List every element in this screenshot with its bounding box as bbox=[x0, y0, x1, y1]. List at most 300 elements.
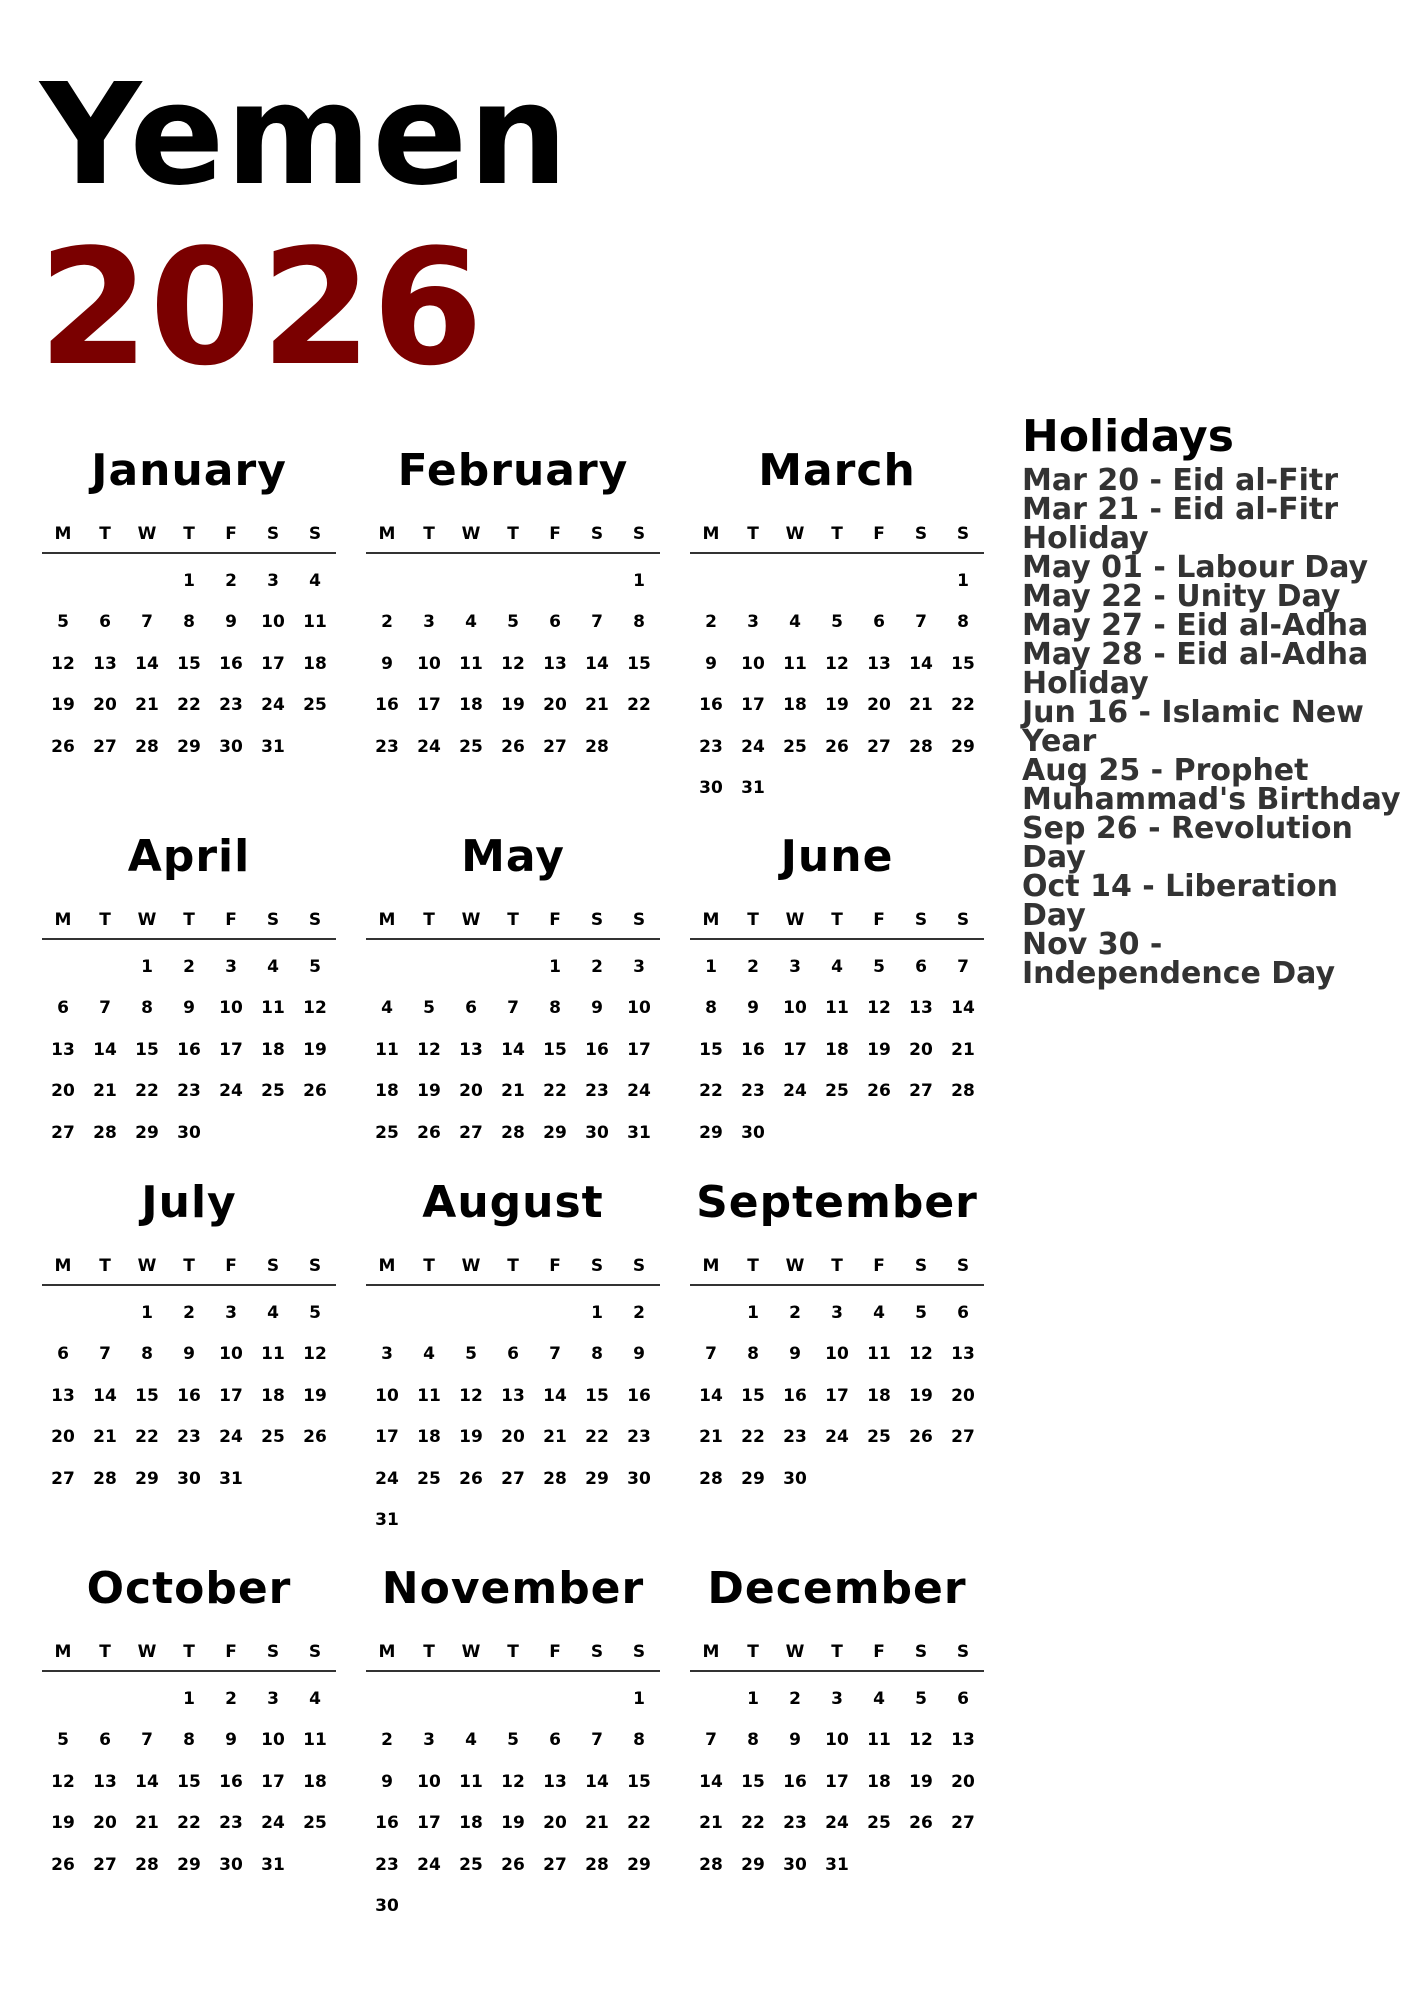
day-cell: 29 bbox=[543, 1122, 567, 1143]
day-cell: 27 bbox=[51, 1468, 75, 1489]
day-cell: 14 bbox=[909, 653, 933, 674]
day-cell: 9 bbox=[705, 653, 717, 674]
day-cell: 8 bbox=[957, 612, 969, 633]
day-cell: 6 bbox=[873, 612, 885, 633]
day-cell: 2 bbox=[705, 612, 717, 633]
weekday-label: M bbox=[54, 1642, 72, 1662]
day-cell: 18 bbox=[867, 1771, 891, 1792]
day-cell: 11 bbox=[303, 1730, 327, 1751]
day-cell: 1 bbox=[705, 956, 717, 977]
day-cell: 29 bbox=[741, 1468, 765, 1489]
day-cell: 20 bbox=[867, 695, 891, 716]
day-cell: 1 bbox=[591, 1302, 603, 1323]
weekday-label: T bbox=[831, 910, 843, 930]
weekday-label: F bbox=[549, 910, 561, 930]
day-cell: 12 bbox=[459, 1385, 483, 1406]
day-cell: 29 bbox=[585, 1468, 609, 1489]
day-cell: 7 bbox=[141, 612, 153, 633]
weekday-label: S bbox=[956, 524, 970, 544]
holiday-item: Mar 20 - Eid al-Fitr bbox=[1022, 463, 1339, 498]
day-cell: 27 bbox=[543, 1854, 567, 1875]
day-cell: 30 bbox=[375, 1896, 399, 1917]
day-cell: 18 bbox=[261, 1385, 285, 1406]
day-cell: 2 bbox=[183, 1302, 195, 1323]
day-cell: 3 bbox=[267, 570, 279, 591]
day-cell: 21 bbox=[135, 695, 159, 716]
day-cell: 3 bbox=[423, 612, 435, 633]
day-grid bbox=[366, 560, 660, 768]
holiday-item: May 28 - Eid al-Adha Holiday bbox=[1022, 637, 1369, 701]
day-cell: 28 bbox=[951, 1081, 975, 1102]
weekday-label: M bbox=[378, 524, 396, 544]
day-cell: 2 bbox=[225, 1688, 237, 1709]
weekday-label: T bbox=[183, 910, 195, 930]
day-cell: 9 bbox=[789, 1344, 801, 1365]
day-cell: 23 bbox=[375, 736, 399, 757]
day-cell: 30 bbox=[699, 778, 723, 799]
month-august bbox=[366, 1178, 660, 1541]
month-name: February bbox=[397, 445, 629, 496]
day-cell: 20 bbox=[51, 1427, 75, 1448]
day-cell: 8 bbox=[747, 1344, 759, 1365]
day-grid bbox=[366, 1678, 660, 1927]
day-cell: 17 bbox=[741, 695, 765, 716]
day-cell: 30 bbox=[177, 1468, 201, 1489]
holiday-item: Nov 30 - Independence Day bbox=[1022, 927, 1336, 991]
day-cell: 26 bbox=[909, 1427, 933, 1448]
day-cell: 31 bbox=[261, 736, 285, 757]
day-cell: 10 bbox=[783, 998, 807, 1019]
weekday-label: S bbox=[590, 1642, 604, 1662]
weekday-label: F bbox=[873, 524, 885, 544]
weekday-label: F bbox=[873, 1642, 885, 1662]
day-cell: 16 bbox=[783, 1771, 807, 1792]
day-cell: 2 bbox=[747, 956, 759, 977]
day-cell: 27 bbox=[867, 736, 891, 757]
month-name: May bbox=[461, 831, 565, 882]
day-cell: 4 bbox=[465, 612, 477, 633]
day-cell: 8 bbox=[141, 1344, 153, 1365]
weekday-label: T bbox=[99, 524, 111, 544]
weekday-label: T bbox=[423, 1642, 435, 1662]
day-cell: 9 bbox=[591, 998, 603, 1019]
day-cell: 21 bbox=[543, 1427, 567, 1448]
day-cell: 13 bbox=[951, 1344, 975, 1365]
day-cell: 25 bbox=[375, 1122, 399, 1143]
weekday-label: F bbox=[549, 1256, 561, 1276]
day-cell: 4 bbox=[381, 998, 393, 1019]
day-cell: 13 bbox=[51, 1385, 75, 1406]
day-cell: 6 bbox=[549, 612, 561, 633]
month-name: November bbox=[381, 1563, 645, 1614]
holidays-panel bbox=[1022, 411, 1402, 991]
day-cell: 12 bbox=[501, 653, 525, 674]
weekday-label: S bbox=[632, 1642, 646, 1662]
weekday-label: T bbox=[507, 1642, 519, 1662]
day-cell: 8 bbox=[183, 1730, 195, 1751]
weekday-header bbox=[366, 522, 660, 554]
day-cell: 14 bbox=[585, 1771, 609, 1792]
month-name: July bbox=[141, 1177, 237, 1228]
day-cell: 12 bbox=[51, 1771, 75, 1792]
weekday-label: S bbox=[632, 910, 646, 930]
weekday-label: W bbox=[137, 524, 157, 544]
day-cell: 26 bbox=[303, 1081, 327, 1102]
holiday-item: Aug 25 - Prophet Muhammad's Birthday bbox=[1022, 753, 1401, 817]
day-cell: 7 bbox=[549, 1344, 561, 1365]
weekday-label: W bbox=[461, 524, 481, 544]
weekday-label: T bbox=[423, 1256, 435, 1276]
day-cell: 5 bbox=[915, 1302, 927, 1323]
day-cell: 1 bbox=[633, 570, 645, 591]
day-cell: 8 bbox=[183, 612, 195, 633]
month-name: March bbox=[758, 445, 916, 496]
month-name: September bbox=[696, 1177, 978, 1228]
day-cell: 9 bbox=[633, 1344, 645, 1365]
day-cell: 8 bbox=[705, 998, 717, 1019]
day-cell: 31 bbox=[825, 1854, 849, 1875]
day-cell: 17 bbox=[627, 1039, 651, 1060]
day-cell: 17 bbox=[825, 1385, 849, 1406]
day-cell: 28 bbox=[501, 1122, 525, 1143]
day-cell: 10 bbox=[417, 1771, 441, 1792]
day-cell: 11 bbox=[417, 1385, 441, 1406]
day-cell: 8 bbox=[633, 612, 645, 633]
day-cell: 7 bbox=[915, 612, 927, 633]
weekday-header bbox=[690, 522, 984, 554]
day-cell: 24 bbox=[417, 736, 441, 757]
day-cell: 17 bbox=[417, 1813, 441, 1834]
day-cell: 10 bbox=[219, 998, 243, 1019]
day-cell: 14 bbox=[93, 1385, 117, 1406]
day-cell: 15 bbox=[135, 1039, 159, 1060]
day-cell: 28 bbox=[585, 736, 609, 757]
holiday-list bbox=[1022, 463, 1402, 991]
day-cell: 28 bbox=[93, 1468, 117, 1489]
day-cell: 10 bbox=[375, 1385, 399, 1406]
day-cell: 23 bbox=[585, 1081, 609, 1102]
day-cell: 9 bbox=[225, 612, 237, 633]
day-cell: 3 bbox=[789, 956, 801, 977]
month-may bbox=[366, 832, 660, 1154]
day-cell: 10 bbox=[219, 1344, 243, 1365]
day-cell: 16 bbox=[177, 1385, 201, 1406]
day-cell: 2 bbox=[789, 1302, 801, 1323]
day-cell: 22 bbox=[741, 1427, 765, 1448]
weekday-label: W bbox=[461, 1642, 481, 1662]
day-cell: 28 bbox=[699, 1854, 723, 1875]
day-cell: 15 bbox=[951, 653, 975, 674]
weekday-label: T bbox=[747, 524, 759, 544]
day-cell: 5 bbox=[423, 998, 435, 1019]
day-cell: 9 bbox=[183, 998, 195, 1019]
day-cell: 7 bbox=[507, 998, 519, 1019]
day-cell: 27 bbox=[93, 1854, 117, 1875]
day-cell: 28 bbox=[699, 1468, 723, 1489]
month-july bbox=[42, 1178, 336, 1500]
day-cell: 23 bbox=[699, 736, 723, 757]
day-cell: 19 bbox=[303, 1385, 327, 1406]
day-cell: 31 bbox=[627, 1122, 651, 1143]
day-cell: 20 bbox=[51, 1081, 75, 1102]
day-cell: 3 bbox=[381, 1344, 393, 1365]
weekday-label: W bbox=[461, 1256, 481, 1276]
weekday-label: S bbox=[308, 910, 322, 930]
day-cell: 25 bbox=[417, 1468, 441, 1489]
day-grid bbox=[42, 946, 336, 1154]
month-name: August bbox=[422, 1177, 604, 1228]
day-cell: 30 bbox=[177, 1122, 201, 1143]
day-cell: 15 bbox=[177, 653, 201, 674]
day-cell: 21 bbox=[135, 1813, 159, 1834]
day-cell: 2 bbox=[789, 1688, 801, 1709]
day-cell: 13 bbox=[951, 1730, 975, 1751]
day-cell: 11 bbox=[459, 1771, 483, 1792]
weekday-header bbox=[690, 908, 984, 940]
day-cell: 17 bbox=[261, 1771, 285, 1792]
day-cell: 24 bbox=[261, 695, 285, 716]
weekday-label: S bbox=[266, 524, 280, 544]
day-cell: 28 bbox=[135, 736, 159, 757]
weekday-label: M bbox=[702, 910, 720, 930]
day-cell: 12 bbox=[825, 653, 849, 674]
day-cell: 24 bbox=[627, 1081, 651, 1102]
day-cell: 4 bbox=[873, 1302, 885, 1323]
weekday-label: F bbox=[225, 1642, 237, 1662]
day-cell: 22 bbox=[135, 1081, 159, 1102]
day-cell: 22 bbox=[951, 695, 975, 716]
day-cell: 10 bbox=[825, 1344, 849, 1365]
day-cell: 5 bbox=[873, 956, 885, 977]
day-cell: 1 bbox=[747, 1688, 759, 1709]
weekday-label: M bbox=[378, 1256, 396, 1276]
day-cell: 18 bbox=[375, 1081, 399, 1102]
day-cell: 22 bbox=[741, 1813, 765, 1834]
weekday-label: S bbox=[266, 910, 280, 930]
weekday-label: S bbox=[956, 1642, 970, 1662]
weekday-label: M bbox=[54, 524, 72, 544]
day-cell: 7 bbox=[957, 956, 969, 977]
day-cell: 22 bbox=[177, 695, 201, 716]
day-cell: 4 bbox=[267, 1302, 279, 1323]
day-cell: 13 bbox=[93, 653, 117, 674]
day-cell: 18 bbox=[867, 1385, 891, 1406]
day-cell: 8 bbox=[549, 998, 561, 1019]
day-grid bbox=[366, 1292, 660, 1541]
day-cell: 27 bbox=[951, 1427, 975, 1448]
day-cell: 25 bbox=[303, 1813, 327, 1834]
day-cell: 30 bbox=[219, 1854, 243, 1875]
weekday-label: T bbox=[747, 1642, 759, 1662]
day-cell: 29 bbox=[699, 1122, 723, 1143]
day-cell: 18 bbox=[417, 1427, 441, 1448]
day-cell: 19 bbox=[51, 695, 75, 716]
weekday-header bbox=[42, 1254, 336, 1286]
day-cell: 17 bbox=[417, 695, 441, 716]
day-cell: 3 bbox=[747, 612, 759, 633]
day-cell: 8 bbox=[591, 1344, 603, 1365]
weekday-label: T bbox=[99, 910, 111, 930]
day-cell: 16 bbox=[699, 695, 723, 716]
weekday-label: T bbox=[423, 524, 435, 544]
day-cell: 16 bbox=[783, 1385, 807, 1406]
day-cell: 9 bbox=[381, 1771, 393, 1792]
day-cell: 26 bbox=[825, 736, 849, 757]
weekday-label: W bbox=[137, 1256, 157, 1276]
day-cell: 20 bbox=[543, 695, 567, 716]
day-cell: 20 bbox=[543, 1813, 567, 1834]
day-cell: 3 bbox=[267, 1688, 279, 1709]
month-november bbox=[366, 1564, 660, 1927]
day-grid bbox=[690, 560, 984, 809]
day-cell: 19 bbox=[825, 695, 849, 716]
weekday-label: S bbox=[914, 910, 928, 930]
day-cell: 28 bbox=[93, 1122, 117, 1143]
day-cell: 15 bbox=[741, 1385, 765, 1406]
weekday-label: T bbox=[747, 910, 759, 930]
weekday-label: F bbox=[225, 524, 237, 544]
holiday-item: May 01 - Labour Day bbox=[1022, 550, 1369, 585]
day-cell: 29 bbox=[177, 1854, 201, 1875]
day-cell: 27 bbox=[951, 1813, 975, 1834]
weekday-label: S bbox=[308, 524, 322, 544]
day-cell: 23 bbox=[177, 1081, 201, 1102]
day-cell: 31 bbox=[375, 1510, 399, 1531]
day-cell: 17 bbox=[825, 1771, 849, 1792]
day-cell: 4 bbox=[789, 612, 801, 633]
day-cell: 16 bbox=[375, 695, 399, 716]
day-cell: 14 bbox=[543, 1385, 567, 1406]
day-cell: 14 bbox=[585, 653, 609, 674]
day-cell: 26 bbox=[51, 1854, 75, 1875]
weekday-label: S bbox=[266, 1256, 280, 1276]
weekday-label: S bbox=[956, 910, 970, 930]
day-cell: 14 bbox=[951, 998, 975, 1019]
day-cell: 24 bbox=[261, 1813, 285, 1834]
day-cell: 13 bbox=[543, 1771, 567, 1792]
day-cell: 24 bbox=[417, 1854, 441, 1875]
day-cell: 3 bbox=[831, 1688, 843, 1709]
weekday-header bbox=[42, 522, 336, 554]
holiday-item: May 27 - Eid al-Adha bbox=[1022, 608, 1369, 643]
day-cell: 13 bbox=[51, 1039, 75, 1060]
day-cell: 7 bbox=[141, 1730, 153, 1751]
day-cell: 15 bbox=[543, 1039, 567, 1060]
day-cell: 22 bbox=[699, 1081, 723, 1102]
day-cell: 19 bbox=[417, 1081, 441, 1102]
day-cell: 29 bbox=[135, 1122, 159, 1143]
day-cell: 19 bbox=[501, 695, 525, 716]
day-cell: 6 bbox=[57, 998, 69, 1019]
day-cell: 6 bbox=[465, 998, 477, 1019]
day-cell: 11 bbox=[867, 1344, 891, 1365]
day-cell: 21 bbox=[699, 1813, 723, 1834]
day-grid bbox=[690, 1678, 984, 1886]
day-cell: 23 bbox=[627, 1427, 651, 1448]
day-cell: 12 bbox=[909, 1344, 933, 1365]
month-september bbox=[690, 1178, 984, 1500]
day-cell: 5 bbox=[309, 1302, 321, 1323]
day-cell: 5 bbox=[57, 612, 69, 633]
day-cell: 8 bbox=[747, 1730, 759, 1751]
day-cell: 14 bbox=[501, 1039, 525, 1060]
day-grid bbox=[42, 1678, 336, 1886]
day-cell: 22 bbox=[135, 1427, 159, 1448]
day-cell: 11 bbox=[459, 653, 483, 674]
day-cell: 20 bbox=[951, 1771, 975, 1792]
day-cell: 21 bbox=[699, 1427, 723, 1448]
day-cell: 22 bbox=[177, 1813, 201, 1834]
weekday-label: M bbox=[702, 1256, 720, 1276]
day-cell: 12 bbox=[51, 653, 75, 674]
day-cell: 28 bbox=[585, 1854, 609, 1875]
weekday-header bbox=[690, 1254, 984, 1286]
day-cell: 2 bbox=[591, 956, 603, 977]
day-cell: 4 bbox=[267, 956, 279, 977]
weekday-label: S bbox=[914, 524, 928, 544]
month-december bbox=[690, 1564, 984, 1886]
weekday-label: W bbox=[137, 910, 157, 930]
weekday-label: W bbox=[785, 1256, 805, 1276]
weekday-label: S bbox=[632, 1256, 646, 1276]
day-cell: 2 bbox=[633, 1302, 645, 1323]
weekday-label: T bbox=[183, 524, 195, 544]
day-cell: 25 bbox=[303, 695, 327, 716]
day-cell: 26 bbox=[417, 1122, 441, 1143]
weekday-label: F bbox=[873, 910, 885, 930]
day-cell: 17 bbox=[375, 1427, 399, 1448]
day-cell: 15 bbox=[135, 1385, 159, 1406]
day-cell: 6 bbox=[915, 956, 927, 977]
day-cell: 13 bbox=[543, 653, 567, 674]
day-cell: 16 bbox=[627, 1385, 651, 1406]
day-cell: 25 bbox=[459, 736, 483, 757]
day-cell: 20 bbox=[459, 1081, 483, 1102]
day-cell: 1 bbox=[633, 1688, 645, 1709]
day-cell: 15 bbox=[585, 1385, 609, 1406]
day-cell: 6 bbox=[57, 1344, 69, 1365]
month-name: December bbox=[707, 1563, 967, 1614]
day-cell: 22 bbox=[627, 695, 651, 716]
weekday-label: S bbox=[914, 1256, 928, 1276]
day-cell: 3 bbox=[831, 1302, 843, 1323]
day-cell: 30 bbox=[741, 1122, 765, 1143]
day-cell: 13 bbox=[459, 1039, 483, 1060]
weekday-label: T bbox=[507, 910, 519, 930]
day-cell: 27 bbox=[51, 1122, 75, 1143]
day-cell: 14 bbox=[699, 1771, 723, 1792]
day-cell: 3 bbox=[225, 1302, 237, 1323]
day-cell: 18 bbox=[303, 1771, 327, 1792]
holidays-title: Holidays bbox=[1022, 411, 1234, 462]
day-cell: 24 bbox=[741, 736, 765, 757]
day-cell: 22 bbox=[543, 1081, 567, 1102]
day-cell: 11 bbox=[867, 1730, 891, 1751]
day-cell: 14 bbox=[699, 1385, 723, 1406]
day-cell: 2 bbox=[183, 956, 195, 977]
day-cell: 9 bbox=[789, 1730, 801, 1751]
weekday-label: T bbox=[747, 1256, 759, 1276]
day-cell: 17 bbox=[219, 1039, 243, 1060]
day-cell: 5 bbox=[57, 1730, 69, 1751]
day-cell: 10 bbox=[627, 998, 651, 1019]
day-cell: 16 bbox=[585, 1039, 609, 1060]
day-cell: 6 bbox=[99, 612, 111, 633]
day-cell: 23 bbox=[783, 1427, 807, 1448]
month-name: April bbox=[127, 831, 251, 882]
day-cell: 14 bbox=[135, 1771, 159, 1792]
day-cell: 16 bbox=[741, 1039, 765, 1060]
